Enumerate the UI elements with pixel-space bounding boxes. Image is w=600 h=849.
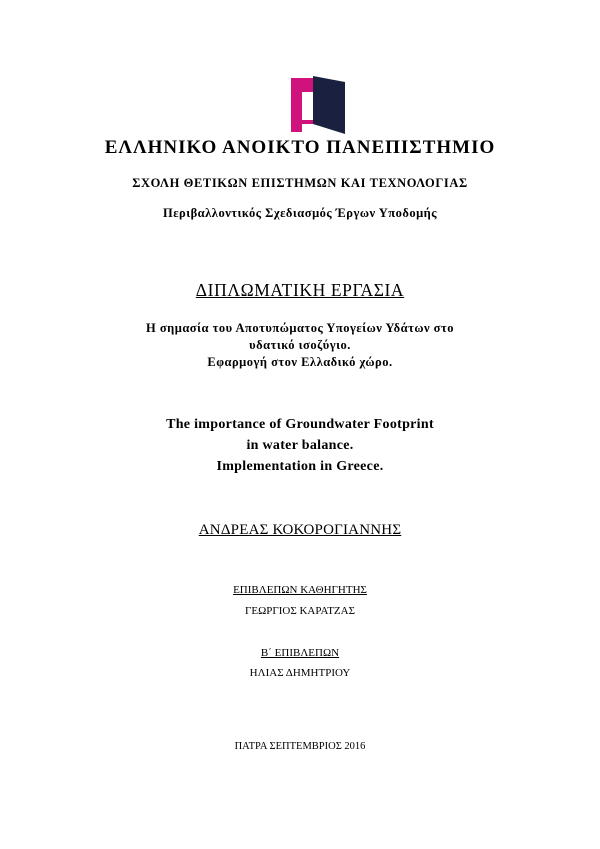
thesis-label: ΔΙΠΛΩΜΑΤΙΚΗ ΕΡΓΑΣΙΑ — [195, 280, 405, 300]
second-supervisor-label: Β΄ ΕΠΙΒΛΕΠΩΝ — [260, 647, 340, 659]
greek-title-line: Εφαρμογή στον Ελλαδικό χώρο. — [207, 355, 393, 369]
english-title — [0, 414, 600, 477]
english-title-line: The importance of Groundwater Footprint — [166, 417, 434, 432]
school-name: ΣΧΟΛΗ ΘΕΤΙΚΩΝ ΕΠΙΣΤΗΜΩΝ ΚΑΙ ΤΕΧΝΟΛΟΓΙΑΣ — [132, 176, 468, 190]
supervisor-label: ΕΠΙΒΛΕΠΩΝ ΚΑΘΗΓΗΤΗΣ — [233, 584, 367, 596]
english-title-line: in water balance. — [246, 438, 354, 453]
place-date: ΠΑΤΡΑ ΣΕΠΤΕΜΒΡΙΟΣ 2016 — [234, 741, 366, 752]
program-name: Περιβαλλοντικός Σχεδιασμός Έργων Υποδομής — [162, 206, 438, 220]
greek-title-line: υδατικό ισοζύγιο. — [249, 338, 351, 352]
university-logo-icon — [291, 76, 345, 134]
greek-title — [0, 320, 600, 371]
english-title-line: Implementation in Greece. — [216, 459, 384, 474]
second-supervisor-name: ΗΛΙΑΣ ΔΗΜΗΤΡΙΟΥ — [249, 667, 351, 679]
greek-title-line: Η σημασία του Αποτυπώματος Υπογείων Υδάτων στο — [146, 321, 454, 335]
author-name: ΑΝΔΡΕΑΣ ΚΟΚΟΡΟΓΙΑΝΝΗΣ — [198, 522, 402, 538]
university-name: ΕΛΛΗΝΙΚΟ ΑΝΟΙΚΤΟ ΠΑΝΕΠΙΣΤΗΜΙΟ — [104, 137, 496, 158]
supervisor-name: ΓΕΩΡΓΙΟΣ ΚΑΡΑΤΖΑΣ — [244, 605, 356, 617]
